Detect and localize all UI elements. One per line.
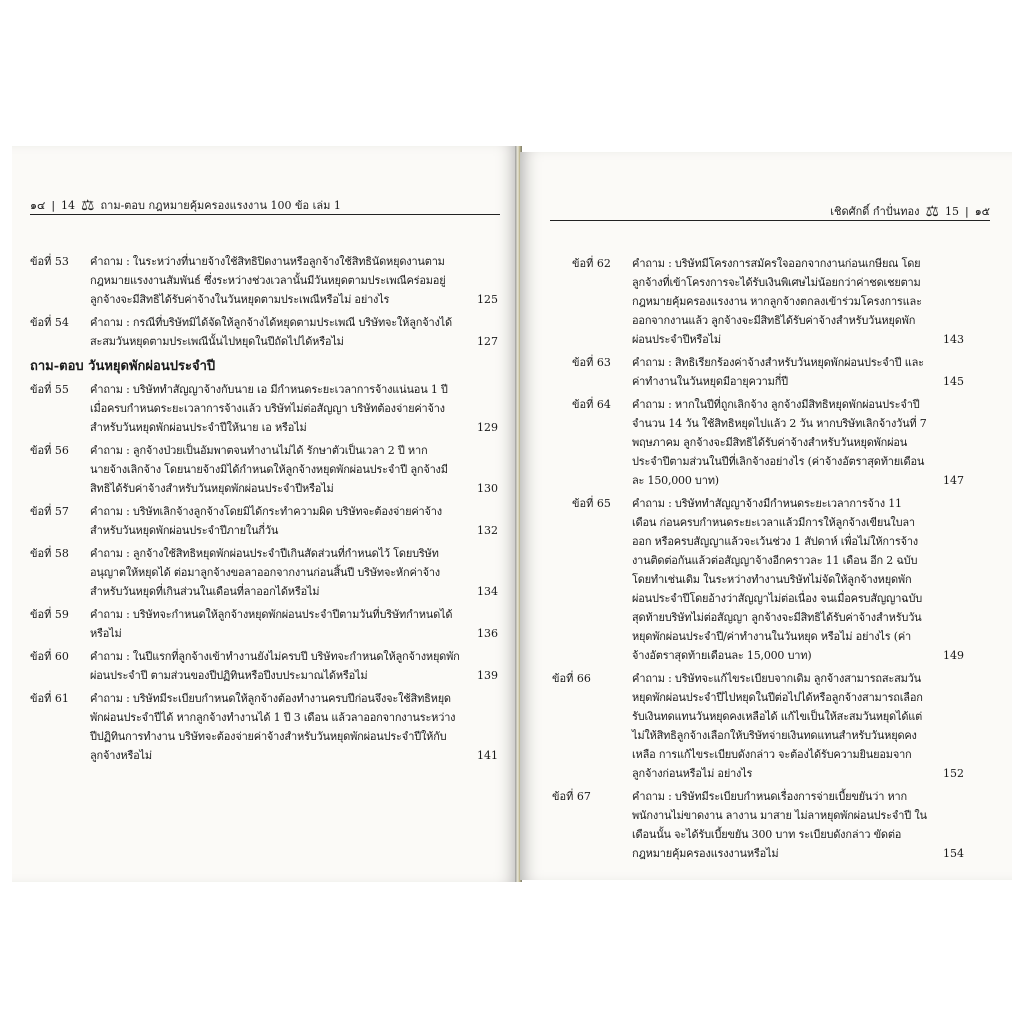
question-text: คำถาม : บริษัทมีโครงการสมัครใจออกจากงานก่อนเกษียณ โดยลูกจ้างที่เข้าโครงการจะได้รับเงินพิเศษไม่น้อยกว่าค่าชดเชยตามกฎหมายคุ้มครองแรงงาน หากลูกจ้างตกลงเข้าร่วมโครงการและออกจากงานแล้ว ลูกจ้างจะมีสิทธิได้รับค่าจ้างสำหรับวันหยุดพักผ่อนประจำปีหรือไม่ <box>632 257 922 346</box>
page-ref: 130 <box>477 482 498 495</box>
question-text: คำถาม : ในระหว่างที่นายจ้างใช้สิทธิปิดงานหรือลูกจ้างใช้สิทธินัดหยุดงานตามกฎหมายแรงงานสัมพันธ์ ซึ่งระหว่างช่วงเวลานั้นมีวันหยุดตามประเพณีคร่อมอยู่ ลูกจ้างจะมีสิทธิได้รับค่าจ้างในวันหยุดตามประเพณีหรือไม่ อย่างไร <box>90 255 446 306</box>
question-text: คำถาม : หากในปีที่ถูกเลิกจ้าง ลูกจ้างมีสิทธิหยุดพักผ่อนประจำปีจำนวน 14 วัน ใช้สิทธิหยุดไปแล้ว 2 วัน หากบริษัทเลิกจ้างวันที่ 7 พฤษภาคม ลูกจ้างจะมีสิทธิได้รับค่าจ้างสำหรับวันหยุดพักผ่อนประจำปีตามส่วนในปีที่เลิกจ้างอย่างไร (ค่าจ้างอัตราสุดท้ายเดือนละ 150,000 บาท) <box>632 398 927 487</box>
section-title: ถาม-ตอบ วันหยุดพักผ่อนประจำปี <box>30 359 216 374</box>
toc-entry <box>30 252 498 309</box>
question-text: คำถาม : ลูกจ้างใช้สิทธิหยุดพักผ่อนประจำปีเกินสัดส่วนที่กำหนดไว้ โดยบริษัทอนุญาตให้หยุดได้ ต่อมาลูกจ้างขอลาออกจากงานก่อนสิ้นปี บริษัทจะหักค่าจ้างสำหรับวันหยุดที่เกินส่วนในเดือนที่ลาออกได้หรือไม่ <box>90 547 440 598</box>
toc-entry <box>572 353 964 391</box>
header-separator: | <box>51 198 56 212</box>
question-text: คำถาม : บริษัทจะกำหนดให้ลูกจ้างหยุดพักผ่อนประจำปีตามวันที่บริษัทกำหนดได้หรือไม่ <box>90 608 453 640</box>
question-number: ข้อที่ 57 <box>30 505 69 518</box>
toc-entry <box>572 254 964 349</box>
book-title: ถาม-ตอบ กฎหมายคุ้มครองแรงงาน 100 ข้อ เล่ม 1 <box>100 199 341 212</box>
question-text: คำถาม : บริษัทเลิกจ้างลูกจ้างโดยมิได้กระทำความผิด บริษัทจะต้องจ่ายค่าจ้างสำหรับวันหยุดพักผ่อนประจำปีภายในกี่วัน <box>90 505 442 537</box>
toc-entry <box>30 605 498 643</box>
toc-entry <box>572 494 964 665</box>
toc-entry <box>30 647 498 685</box>
right-page-header <box>550 202 990 220</box>
scales-of-justice-icon: ⚖ <box>81 196 95 214</box>
question-number: ข้อที่ 54 <box>30 316 69 329</box>
right-page <box>520 152 1012 880</box>
page-ref: 139 <box>477 669 498 682</box>
page-ref: 132 <box>477 524 498 537</box>
toc-entry <box>572 395 964 490</box>
page-ref: 152 <box>943 767 964 780</box>
toc-entry <box>30 313 498 351</box>
question-number: ข้อที่ 58 <box>30 547 69 560</box>
question-text: คำถาม : ลูกจ้างป่วยเป็นอัมพาตจนทำงานไม่ได้ รักษาตัวเป็นเวลา 2 ปี หากนายจ้างเลิกจ้าง โดยนายจ้างมิได้กำหนดให้ลูกจ้างหยุดพักผ่อนประจำปี ลูกจ้างมีสิทธิได้รับค่าจ้างสำหรับวันหยุดพักผ่อนประจำปีหรือไม่ <box>90 444 448 495</box>
left-page <box>12 146 517 882</box>
page-ref: 129 <box>477 421 498 434</box>
question-text: คำถาม : บริษัทมีระเบียบกำหนดเรื่องการจ่ายเบี้ยขยันว่า หากพนักงานไม่ขาดงาน ลางาน มาสาย ไม่ลาหยุดพักผ่อนประจำปี ในเดือนนั้น จะได้รับเบี้ยขยัน 300 บาท ระเบียบดังกล่าว ขัดต่อกฎหมายคุ้มครองแรงงานหรือไม่ <box>632 790 927 860</box>
question-number: ข้อที่ 60 <box>30 650 69 663</box>
page-ref: 145 <box>943 375 964 388</box>
question-text: คำถาม : ในปีแรกที่ลูกจ้างเข้าทำงานยังไม่ครบปี บริษัทจะกำหนดให้ลูกจ้างหยุดพักผ่อนประจำปี ตามส่วนของปีปฏิทินหรือปีงบประมาณได้หรือไม่ <box>90 650 460 682</box>
left-entries <box>30 252 498 769</box>
left-page-header <box>30 196 500 214</box>
page-ref: 149 <box>943 649 964 662</box>
left-page-number: 14 <box>61 198 76 212</box>
right-entries <box>552 254 964 867</box>
question-number: ข้อที่ 59 <box>30 608 69 621</box>
question-number: ข้อที่ 65 <box>572 497 611 510</box>
page-ref: 141 <box>477 749 498 762</box>
page-ref: 143 <box>943 333 964 346</box>
right-page-number-thai: ๑๕ <box>974 205 990 218</box>
toc-entry <box>30 441 498 498</box>
book-spread <box>12 146 1012 882</box>
question-number: ข้อที่ 66 <box>552 672 591 685</box>
question-number: ข้อที่ 62 <box>572 257 611 270</box>
toc-entry <box>552 787 964 863</box>
left-page-number-thai: ๑๔ <box>30 199 46 212</box>
toc-entry <box>30 544 498 601</box>
page-ref: 134 <box>477 585 498 598</box>
question-number: ข้อที่ 55 <box>30 383 69 396</box>
header-rule <box>30 214 500 215</box>
question-number: ข้อที่ 63 <box>572 356 611 369</box>
author-name: เชิดศักดิ์ กำปั่นทอง <box>830 205 920 218</box>
question-number: ข้อที่ 61 <box>30 692 69 705</box>
toc-entry <box>30 380 498 437</box>
page-ref: 136 <box>477 627 498 640</box>
page-ref: 127 <box>477 335 498 348</box>
toc-entry <box>30 502 498 540</box>
toc-entry <box>552 669 964 783</box>
page-ref: 147 <box>943 474 964 487</box>
question-text: คำถาม : บริษัทจะแก้ไขระเบียบจากเดิม ลูกจ้างสามารถสะสมวันหยุดพักผ่อนประจำปีไปหยุดในปีต่อไปได้หรือลูกจ้างสามารถเลือกรับเงินทดแทนวันหยุดคงเหลือได้ แก้ไขเป็นให้สะสมวันหยุดได้แต่ไม่ให้สิทธิลูกจ้างเลือกให้บริษัทจ่ายเงินทดแทนสำหรับวันหยุดคงเหลือ การแก้ไขระเบียบดังกล่าว จะต้องได้รับความยินยอมจากลูกจ้างก่อนหรือไม่ อย่างไร <box>632 672 923 780</box>
question-text: คำถาม : บริษัททำสัญญาจ้างกับนาย เอ มีกำหนดระยะเวลาการจ้างแน่นอน 1 ปี เมื่อครบกำหนดระยะเวลาการจ้างแล้ว บริษัทไม่ต่อสัญญา บริษัทต้องจ่ายค่าจ้างสำหรับวันหยุดพักผ่อนประจำปีให้นาย เอ หรือไม่ <box>90 383 448 434</box>
question-text: คำถาม : กรณีที่บริษัทมิได้จัดให้ลูกจ้างได้หยุดตามประเพณี บริษัทจะให้ลูกจ้างได้สะสมวันหยุดตามประเพณีนั้นไปหยุดในปีถัดไปได้หรือไม่ <box>90 316 452 348</box>
question-text: คำถาม : บริษัททำสัญญาจ้างมีกำหนดระยะเวลาการจ้าง 11 เดือน ก่อนครบกำหนดระยะเวลาแล้วมีการให้ลูกจ้างเขียนใบลาออก หรือครบสัญญาแล้วจะเว้นช่วง 1 สัปดาห์ เพื่อไม่ให้การจ้างงานติดต่อกันแล้วต่อสัญญาจ้างอีกคราวละ 11 เดือน อีก 2 ฉบับ โดยทำเช่นเดิม ในระหว่างทำงานบริษัทไม่จัดให้ลูกจ้างหยุดพักผ่อนประจำปีโดยอ้างว่าสัญญาไม่ต่อเนื่อง จนเมื่อครบสัญญาฉบับสุดท้ายบริษัทไม่ต่อสัญญา ลูกจ้างจะมีสิทธิได้รับค่าจ้างสำหรับวันหยุดพักผ่อนประจำปี/ค่าทำงานในวันหยุด หรือไม่ อย่างไร (ค่าจ้างอัตราสุดท้ายเดือนละ 15,000 บาท) <box>632 497 923 662</box>
question-number: ข้อที่ 64 <box>572 398 611 411</box>
right-page-number: 15 <box>944 204 959 218</box>
question-text: คำถาม : สิทธิเรียกร้องค่าจ้างสำหรับวันหยุดพักผ่อนประจำปี และค่าทำงานในวันหยุดมีอายุความกี่ปี <box>632 356 924 388</box>
scales-of-justice-icon: ⚖ <box>925 202 939 220</box>
toc-entry <box>30 689 498 765</box>
question-number: ข้อที่ 67 <box>552 790 591 803</box>
page-ref: 125 <box>477 293 498 306</box>
header-separator: | <box>964 204 969 218</box>
question-number: ข้อที่ 53 <box>30 255 69 268</box>
question-text: คำถาม : บริษัทมีระเบียบกำหนดให้ลูกจ้างต้องทำงานครบปีก่อนจึงจะใช้สิทธิหยุดพักผ่อนประจำปีได้ หากลูกจ้างทำงานได้ 1 ปี 3 เดือน แล้วลาออกจากงานระหว่างปีปฏิทินการทำงาน บริษัทจะต้องจ่ายค่าจ้างสำหรับวันหยุดพักผ่อนประจำปีให้กับลูกจ้างหรือไม่ <box>90 692 456 762</box>
question-number: ข้อที่ 56 <box>30 444 69 457</box>
page-ref: 154 <box>943 847 964 860</box>
header-rule <box>550 220 990 221</box>
